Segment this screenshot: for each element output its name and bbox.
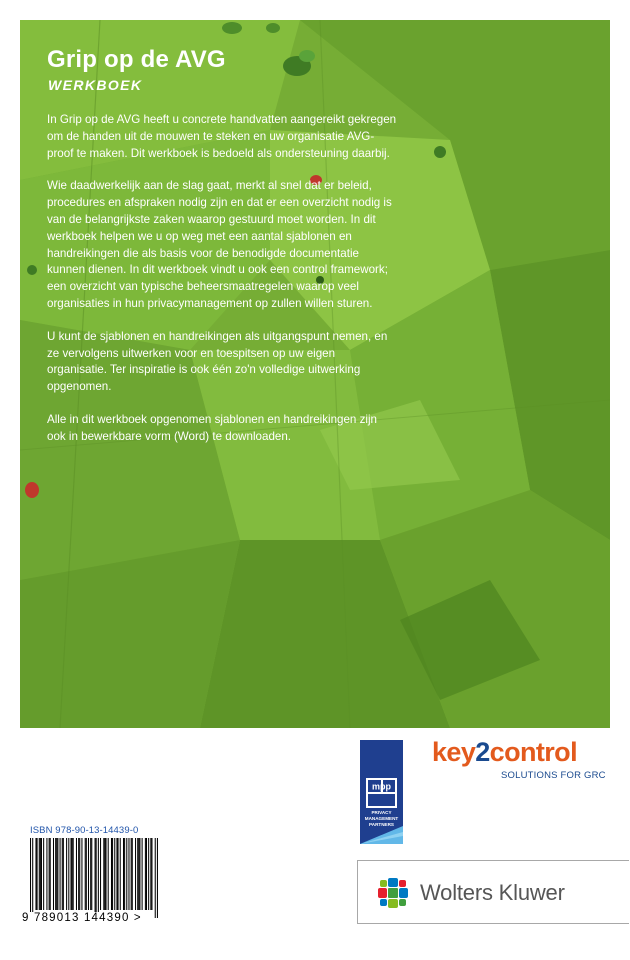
barcode-bar bbox=[90, 838, 91, 910]
barcode-bar bbox=[139, 838, 140, 910]
book-title: Grip op de AVG bbox=[47, 46, 226, 73]
barcode-bar bbox=[86, 838, 87, 910]
book-subtitle: WERKBOEK bbox=[48, 77, 143, 93]
barcode-bar bbox=[105, 838, 106, 910]
barcode-bar bbox=[49, 838, 50, 910]
k2c-key: key bbox=[432, 737, 476, 767]
barcode-bar bbox=[56, 838, 57, 910]
barcode-bar bbox=[60, 838, 61, 910]
barcode-bar bbox=[114, 838, 115, 910]
barcode-bar bbox=[116, 838, 117, 910]
mpp-mark-icon bbox=[366, 778, 397, 808]
barcode-bar bbox=[103, 838, 104, 910]
barcode-bar bbox=[132, 838, 133, 910]
barcode-bar bbox=[55, 838, 56, 910]
mpp-line-2: MANAGEMENT bbox=[364, 816, 399, 821]
key2control-logo bbox=[432, 737, 577, 768]
barcode-bar bbox=[118, 838, 119, 910]
barcode-bar bbox=[73, 838, 74, 910]
barcode-bar bbox=[111, 838, 112, 910]
barcode-bar bbox=[76, 838, 77, 910]
barcode-bar bbox=[104, 838, 105, 910]
mpp-line-1: PRIVACY bbox=[371, 810, 392, 815]
barcode-bar bbox=[145, 838, 146, 910]
barcode-bar bbox=[78, 838, 79, 910]
barcode-bar bbox=[100, 838, 101, 910]
barcode-bar bbox=[112, 838, 113, 910]
barcode-bar bbox=[96, 838, 97, 918]
barcode-bar bbox=[79, 838, 80, 910]
barcode-bar bbox=[81, 838, 82, 910]
barcode-bar bbox=[151, 838, 152, 910]
barcode-bar bbox=[40, 838, 41, 910]
barcode-bar bbox=[57, 838, 58, 910]
barcode-bar bbox=[46, 838, 47, 910]
publisher-name: Wolters Kluwer bbox=[420, 880, 565, 905]
barcode-bar bbox=[98, 838, 99, 918]
barcode-bar bbox=[53, 838, 54, 910]
barcode-bar bbox=[88, 838, 89, 910]
barcode-digits: 9 789013 144390 > bbox=[22, 912, 142, 924]
barcode-bar bbox=[135, 838, 136, 910]
barcode-bar bbox=[138, 838, 139, 910]
barcode-bar bbox=[30, 838, 31, 918]
barcode-bar bbox=[68, 838, 69, 910]
key2control-tagline: SOLUTIONS FOR GRC bbox=[501, 770, 606, 781]
barcode-bar bbox=[72, 838, 73, 910]
barcode-bar bbox=[124, 838, 125, 910]
barcode-bar bbox=[35, 838, 36, 910]
barcode-bar bbox=[43, 838, 44, 910]
barcode-bar bbox=[128, 838, 129, 910]
k2c-two: 2 bbox=[475, 737, 490, 767]
barcode-bar bbox=[131, 838, 132, 910]
barcode-bar bbox=[62, 838, 63, 910]
barcode-bar bbox=[37, 838, 38, 910]
barcode-bar bbox=[41, 838, 42, 910]
k2c-control: control bbox=[489, 737, 577, 767]
paragraph-3: U kunt de sjablonen en handreikingen als uitgangspunt nemen, en ze vervolgens uitwerken voor en toespitsen op uw eigen organisatie. Ter inspiratie is ook één zo'n volledige uitwerking opgenomen. bbox=[47, 329, 388, 394]
barcode-bar bbox=[126, 838, 127, 910]
back-cover-text bbox=[47, 112, 397, 446]
mpp-mark-text: mpp bbox=[372, 781, 391, 792]
barcode-bar bbox=[146, 838, 147, 910]
mpp-stripe-icon bbox=[360, 826, 403, 844]
barcode-bar bbox=[91, 838, 92, 910]
barcode-icon bbox=[30, 838, 158, 918]
paragraph-1: In Grip op de AVG heeft u concrete handvatten aangereikt gekregen om de handen uit de mouwen te steken en uw organisatie AVG-proof te maken. Dit werkboek is bedoeld als ondersteuning daarbij. bbox=[47, 113, 397, 160]
barcode-bar bbox=[63, 838, 64, 910]
paragraph-2: Wie daadwerkelijk aan de slag gaat, merkt al snel dat er beleid, procedures en afspraken nodig zijn en dat er een overzicht nodig is van de belangrijkste zaken waarop gestuurd moet worden. In dit werkboek helpen we u op weg met een aantal sjablonen en handreikingen die als basis voor de benodigde documentatie kunnen dienen. In dit werkboek vindt u ook een control framework; een overzicht van typische beheersmaatregelen waarop veel organisaties in hun privacymanagement op zullen willen sturen. bbox=[47, 179, 392, 310]
barcode-bar bbox=[137, 838, 138, 910]
barcode-bar bbox=[155, 838, 156, 918]
barcode-bar bbox=[148, 838, 149, 910]
barcode-bar bbox=[66, 838, 67, 910]
barcode-bar bbox=[142, 838, 143, 910]
barcode-bar bbox=[95, 838, 96, 918]
barcode-bar bbox=[39, 838, 40, 910]
barcode-bar bbox=[120, 838, 121, 910]
barcode-bar bbox=[157, 838, 158, 918]
isbn-label: ISBN 978-90-13-14439-0 bbox=[30, 825, 139, 836]
wolters-kluwer-icon bbox=[376, 876, 410, 910]
barcode-bar bbox=[108, 838, 109, 910]
barcode-bar bbox=[123, 838, 124, 910]
mpp-line-3: PARTNERS bbox=[369, 822, 394, 827]
paragraph-4: Alle in dit werkboek opgenomen sjablonen en handreikingen zijn ook in bewerkbare vorm (Word) te downloaden. bbox=[47, 412, 377, 443]
barcode-bar bbox=[85, 838, 86, 910]
publisher-box bbox=[357, 860, 629, 924]
barcode-bar bbox=[150, 838, 151, 910]
barcode-bar bbox=[32, 838, 33, 918]
barcode-bar bbox=[50, 838, 51, 910]
barcode-bar bbox=[70, 838, 71, 910]
